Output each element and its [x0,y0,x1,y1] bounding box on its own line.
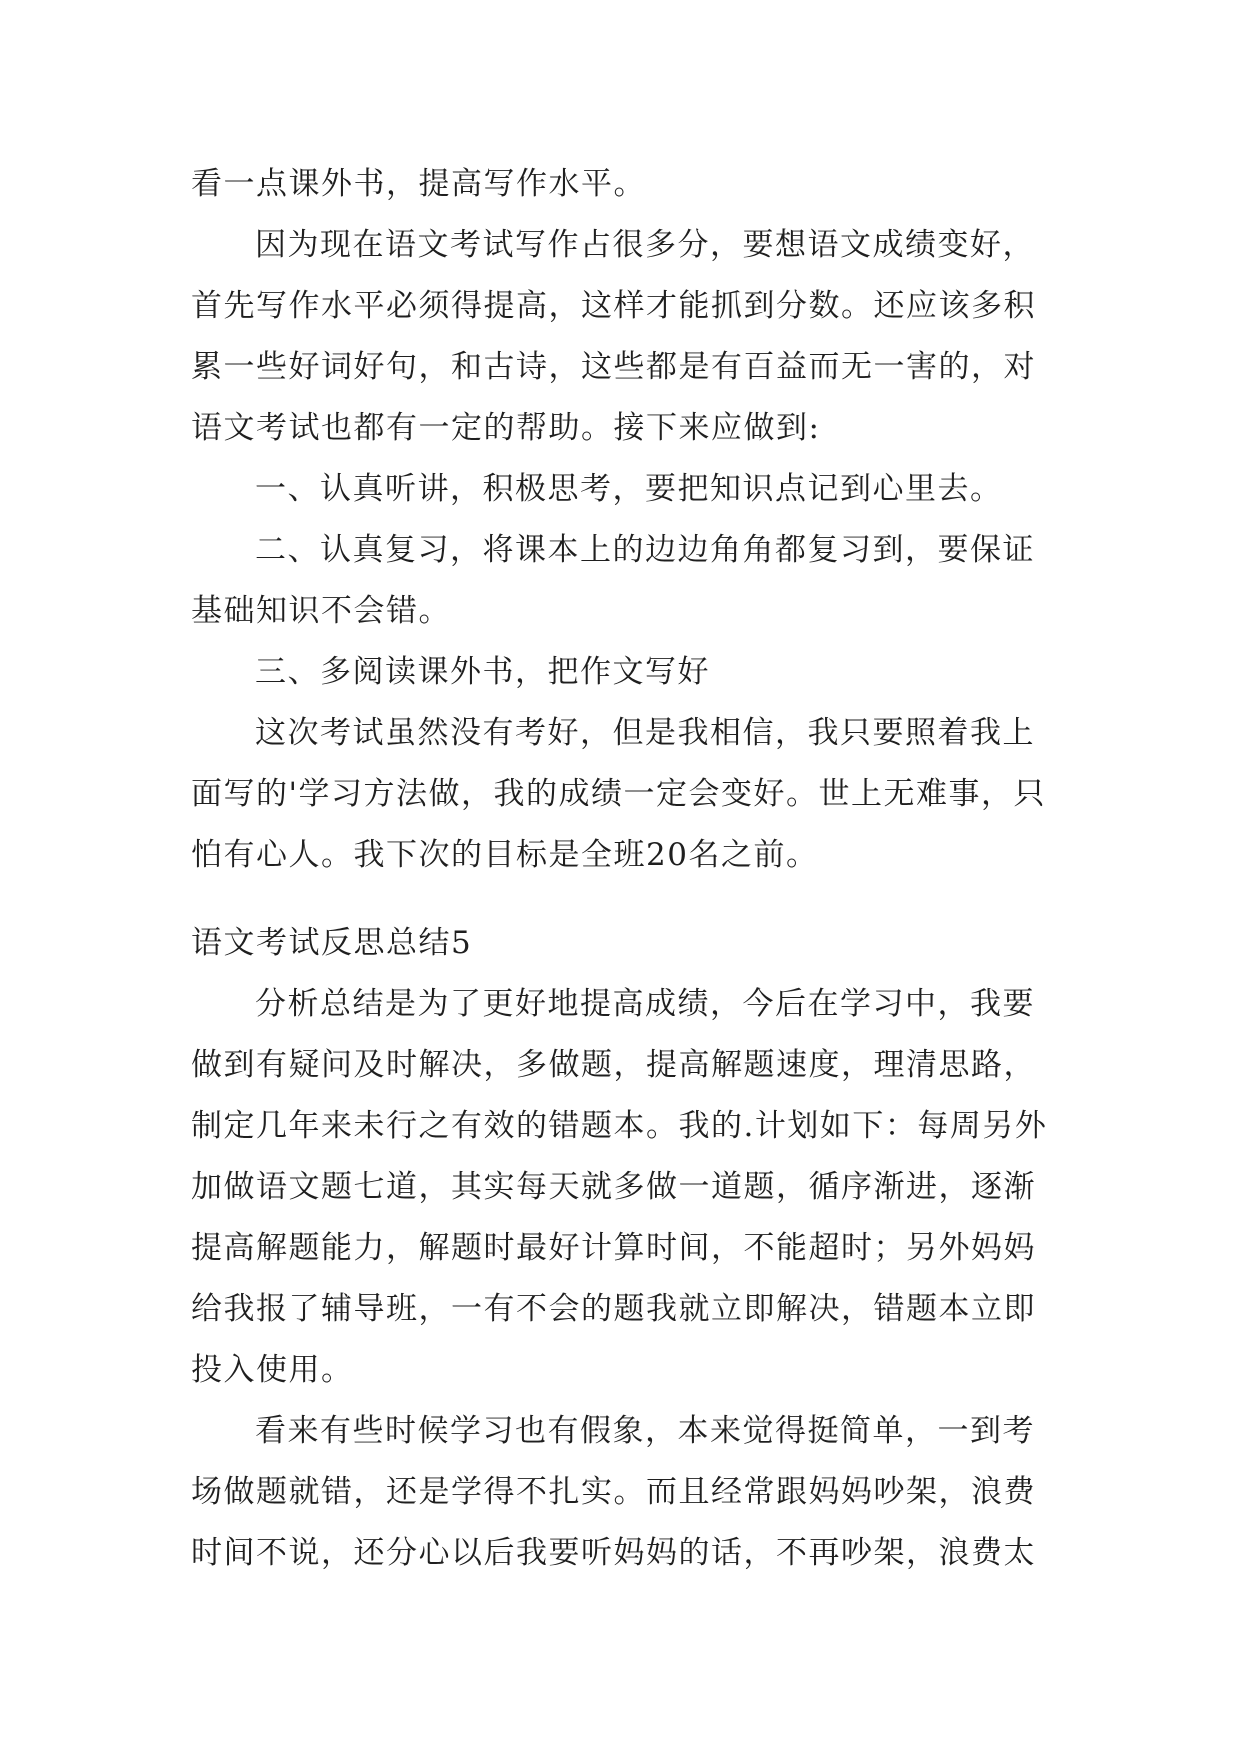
paragraph: 分析总结是为了更好地提高成绩，今后在学习中，我要做到有疑问及时解决，多做题，提高解题速度，理清思路，制定几年来未行之有效的错题本。我的.计划如下：每周另外加做语文题七道，其实每天就多做一道题，循序渐进，逐渐提高解题能力，解题时最好计算时间，不能超时；另外妈妈给我报了辅导班，一有不会的题我就立即解决，错题本立即投入使用。 [191,986,1048,1388]
paragraph: 看来有些时候学习也有假象，本来觉得挺简单，一到考场做题就错，还是学得不扎实。而且经常跟妈妈吵架，浪费时间不说，还分心以后我要听妈妈的话，不再吵架，浪费太 [191,1413,1036,1571]
list-item-2: 二、认真复习，将课本上的边边角角都复习到，要保证基础知识不会错。 [191,532,1035,629]
continuation-text: 看一点课外书，提高写作水平。 [191,166,646,202]
section-b [191,913,1053,1584]
paragraph: 因为现在语文考试写作占很多分，要想语文成绩变好，首先写作水平必须得提高，这样才能抓到分数。还应该多积累一些好词好句，和古诗，这些都是有百益而无一害的，对语文考试也都有一定的帮助。接下来应做到: [191,227,1036,446]
section-heading: 语文考试反思总结5 [191,925,473,961]
section-a [191,154,1053,886]
list-item-1: 一、认真听讲，积极思考，要把知识点记到心里去。 [255,471,1003,507]
list-item-3: 三、多阅读课外书，把作文写好 [255,654,710,690]
paragraph: 这次考试虽然没有考好，但是我相信，我只要照着我上面写的'学习方法做，我的成绩一定会变好。世上无难事，只怕有心人。我下次的目标是全班20名之前。 [191,715,1047,873]
